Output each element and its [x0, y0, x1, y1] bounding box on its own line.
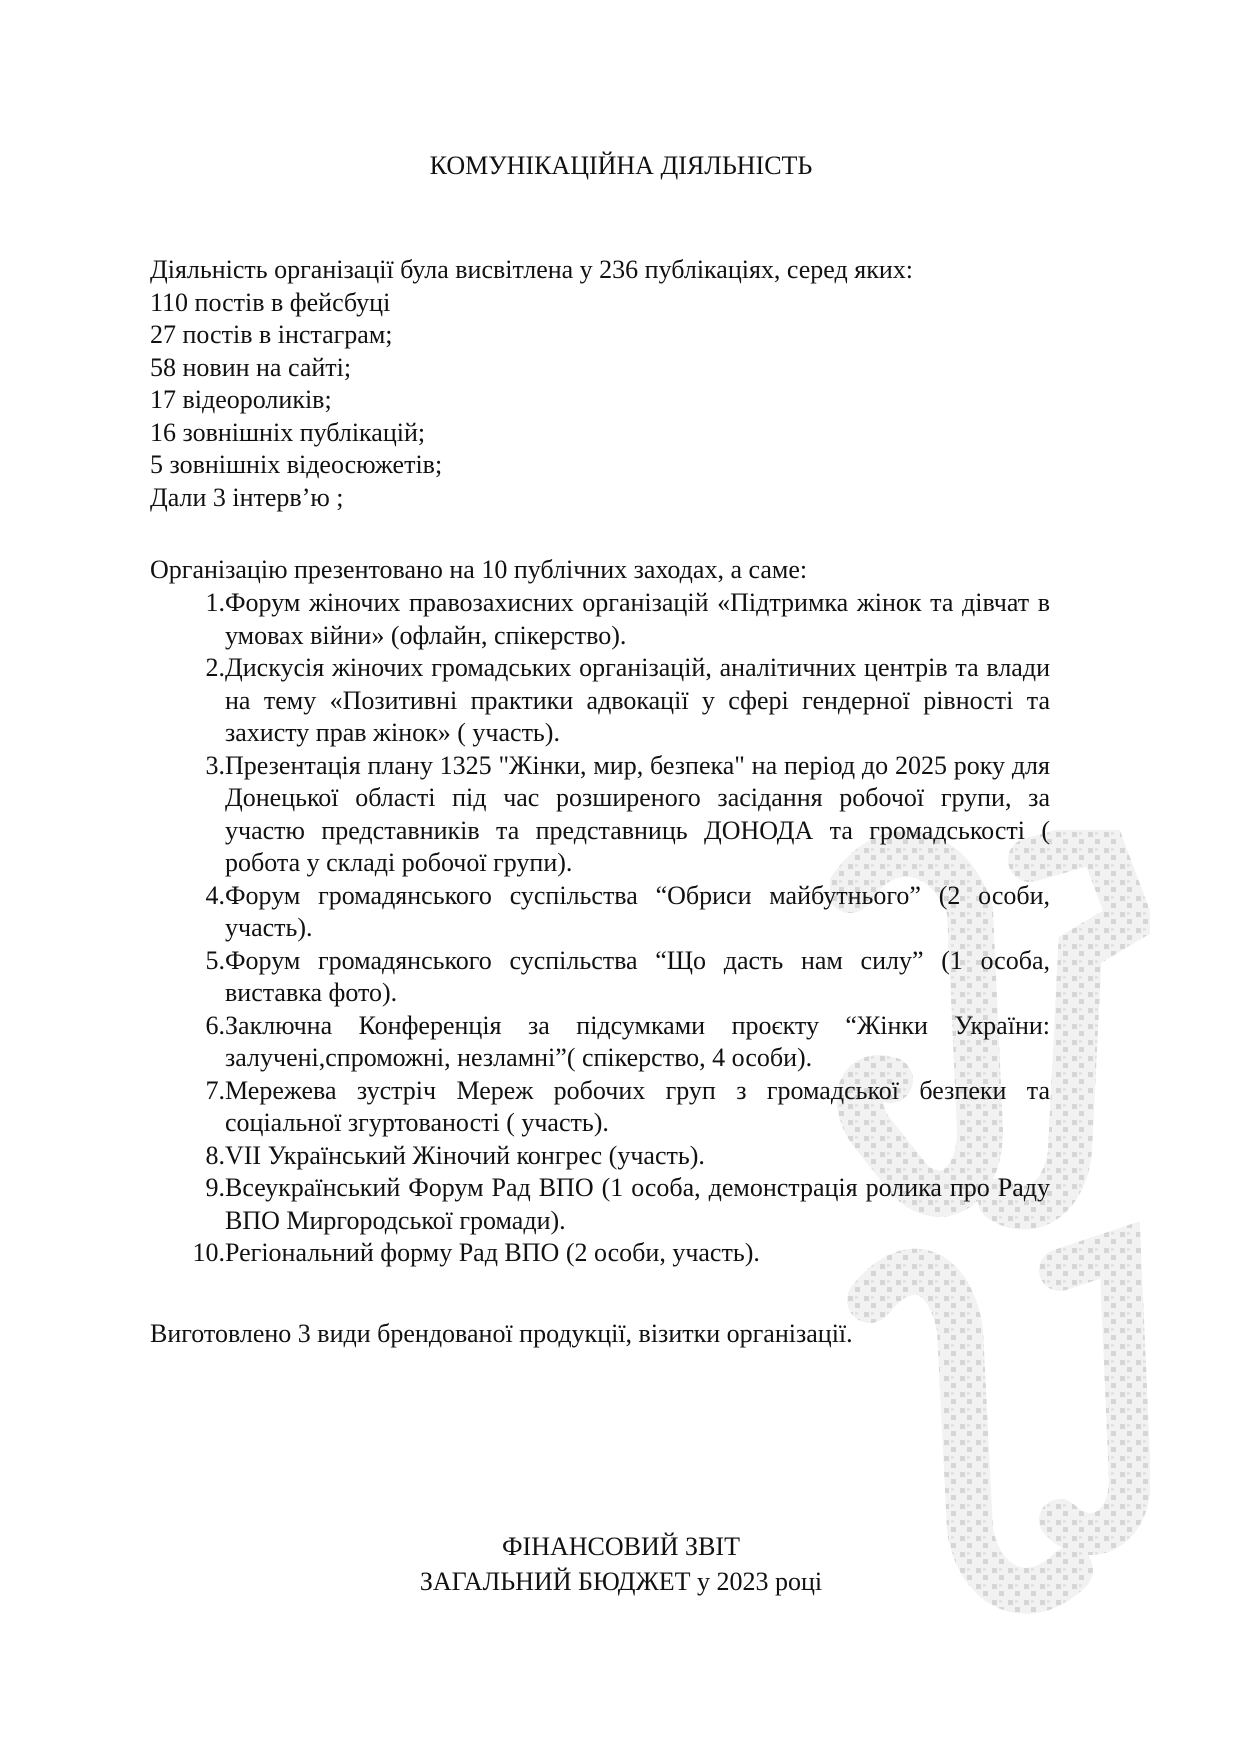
branded-products-text: Виготовлено 3 види брендованої продукції, візитки організації. [150, 1319, 853, 1348]
publication-item: 16 зовнішніх публікацій; [150, 417, 426, 447]
total-budget-subtitle: ЗАГАЛЬНИЙ БЮДЖЕТ у 2023 році [419, 1567, 823, 1596]
list-item-text: Дискусія жіночих громадських організацій, аналітичних центрів та влади на тему «Позитивні практики адвокації у сфері гендерної рівності та захисту прав жінок» ( участь). [225, 653, 1050, 747]
events-heading: Організацію презентовано на 10 публічних заходах, а саме: [150, 555, 808, 584]
list-item-number: 10. [192, 1238, 225, 1267]
list-item-text: Презентація плану 1325 "Жінки, мир, безпека" на період до 2025 року для Донецької області під час розширеного засідання робочої групи, за участю представників та представниць ДОНОДА та громадськості ( робота у складі робочої групи). [225, 750, 1050, 877]
publication-item: 5 зовнішніх відеосюжетів; [150, 450, 443, 479]
list-item [150, 652, 1100, 750]
list-item [150, 1172, 1100, 1237]
publication-item: 17 відеороликів; [150, 385, 332, 414]
list-item-number: 1. [205, 588, 225, 617]
list-item-number: 4. [205, 880, 225, 910]
list-item [150, 1075, 1100, 1140]
list-item [150, 880, 1100, 945]
list-item-text: Форум громадянського суспільства “Що дасть нам силу” (1 особа, виставка фото). [225, 945, 1050, 1007]
publications-lead: Діяльність організації була висвітлена у 236 публікаціях, серед яких: [150, 255, 913, 284]
list-item-number: 6. [205, 1010, 225, 1040]
list-item [150, 1140, 1100, 1173]
page-title: КОМУНІКАЦІЙНА ДІЯЛЬНІСТЬ [429, 151, 813, 180]
list-item-number: 7. [205, 1075, 225, 1105]
list-item-text: Регіональний форму Рад ВПО (2 особи, участь). [225, 1238, 760, 1267]
list-item [150, 750, 1100, 880]
events-list [150, 587, 1100, 1270]
list-item-text: Заключна Конференція за підсумками проєкту “Жінки України: залучені,спроможні, незламні”( спікерство, 4 особи). [225, 1010, 1050, 1072]
list-item-number: 5. [205, 945, 225, 975]
publication-item: 27 постів в інстаграм; [150, 320, 393, 349]
publication-item: 58 новин на сайті; [150, 352, 352, 382]
financial-report-title: ФІНАНСОВИЙ ЗВІТ [502, 1532, 740, 1561]
list-item-text: VII Український Жіночий конгрес (участь). [225, 1140, 705, 1170]
publications-section [150, 254, 1100, 514]
list-item [150, 1237, 1100, 1270]
list-item-text: Мережева зустріч Мереж робочих груп з громадської безпеки та соціальної згуртованості ( участь). [225, 1075, 1050, 1137]
list-item-number: 2. [205, 653, 225, 682]
list-item-text: Всеукраїнський Форум Рад ВПО (1 особа, демонстрація ролика про Раду ВПО Миргородської громади). [225, 1173, 1050, 1235]
list-item-text: Форум громадянського суспільства “Обриси майбутнього” (2 особи, участь). [225, 880, 1050, 942]
list-item-number: 9. [205, 1173, 225, 1202]
publication-item: 110 постів в фейсбуці [150, 287, 391, 317]
list-item [150, 1010, 1100, 1075]
list-item [150, 945, 1100, 1010]
list-item-number: 8. [205, 1140, 225, 1170]
publication-item: Дали 3 інтерв’ю ; [150, 482, 344, 512]
list-item-text: Форум жіночих правозахисних організацій «Підтримка жінок та дівчат в умовах війни» (офлайн, спікерство). [225, 588, 1050, 650]
list-item [150, 587, 1100, 652]
list-item-number: 3. [205, 750, 225, 780]
